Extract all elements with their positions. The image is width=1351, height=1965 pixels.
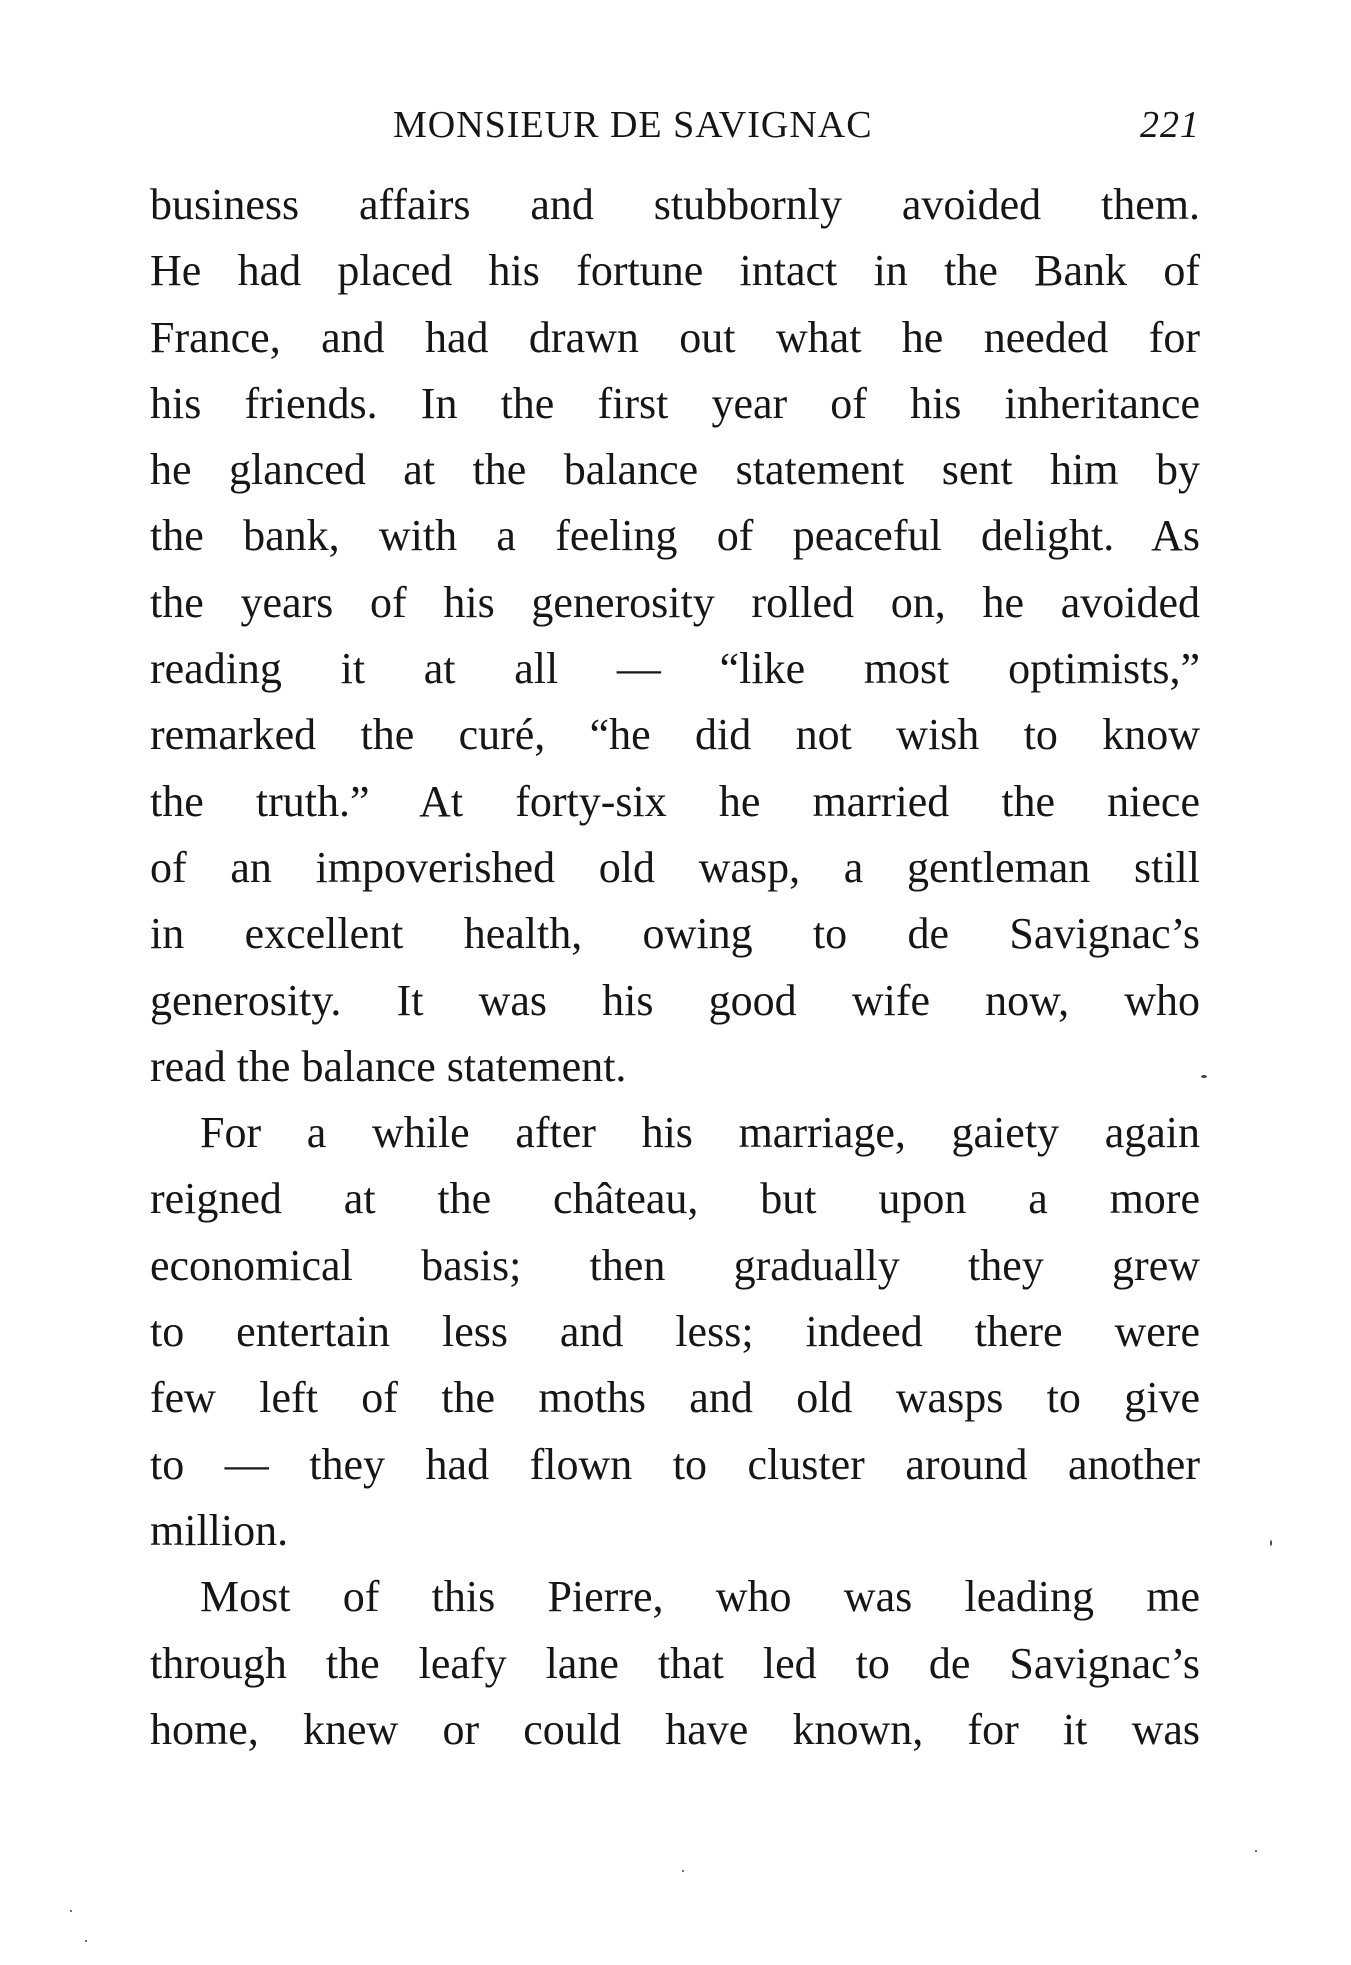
- text-line: remarked the curé, “he did not wish to know: [150, 710, 1200, 760]
- paragraph-3: [150, 1564, 1200, 1763]
- text-line: he glanced at the balance statement sent him by: [150, 445, 1200, 495]
- text-line: million.: [150, 1505, 289, 1555]
- text-line: generosity. It was his good wife now, who: [150, 975, 1200, 1025]
- scan-speck: [1255, 1850, 1257, 1852]
- scan-speck: [85, 1940, 87, 1942]
- text-line: reigned at the château, but upon a more: [150, 1174, 1200, 1224]
- text-line: to — they had flown to cluster around another: [150, 1439, 1200, 1489]
- text-line: He had placed his fortune intact in the Bank of: [150, 246, 1200, 296]
- text-line: economical basis; then gradually they grew: [150, 1240, 1200, 1290]
- page-number: 221: [1140, 104, 1200, 146]
- text-line: home, knew or could have known, for it was: [150, 1704, 1200, 1754]
- text-line: the bank, with a feeling of peaceful delight. As: [150, 511, 1200, 561]
- scan-speck: [1270, 1540, 1272, 1546]
- text-line: business affairs and stubbornly avoided them.: [150, 180, 1200, 229]
- scan-speck: [70, 1910, 72, 1912]
- body-text: [150, 172, 1200, 1763]
- text-line: France, and had drawn out what he needed for: [150, 312, 1200, 362]
- text-line: to entertain less and less; indeed there were: [150, 1307, 1200, 1357]
- text-line: the years of his generosity rolled on, he avoided: [150, 577, 1200, 627]
- scan-speck: [1201, 1075, 1207, 1078]
- text-line: read the balance statement.: [150, 1041, 627, 1091]
- running-title: MONSIEUR DE SAVIGNAC: [393, 104, 873, 146]
- text-line: in excellent health, owing to de Savignac’s: [150, 909, 1200, 959]
- paragraph-2: [150, 1100, 1200, 1564]
- running-head: [150, 103, 1200, 153]
- text-line: of an impoverished old wasp, a gentleman still: [150, 842, 1200, 892]
- text-line: his friends. In the first year of his inheritance: [150, 378, 1200, 428]
- text-line: For a while after his marriage, gaiety again: [200, 1108, 1200, 1158]
- text-line: the truth.” At forty-six he married the niece: [150, 776, 1200, 826]
- paragraph-1: [150, 172, 1200, 1100]
- scan-speck: [682, 1870, 684, 1872]
- text-line: few left of the moths and old wasps to give: [150, 1373, 1200, 1423]
- text-line: through the leafy lane that led to de Savignac’s: [150, 1638, 1200, 1688]
- text-line: reading it at all — “like most optimists,”: [150, 644, 1200, 694]
- text-line: Most of this Pierre, who was leading me: [200, 1572, 1200, 1622]
